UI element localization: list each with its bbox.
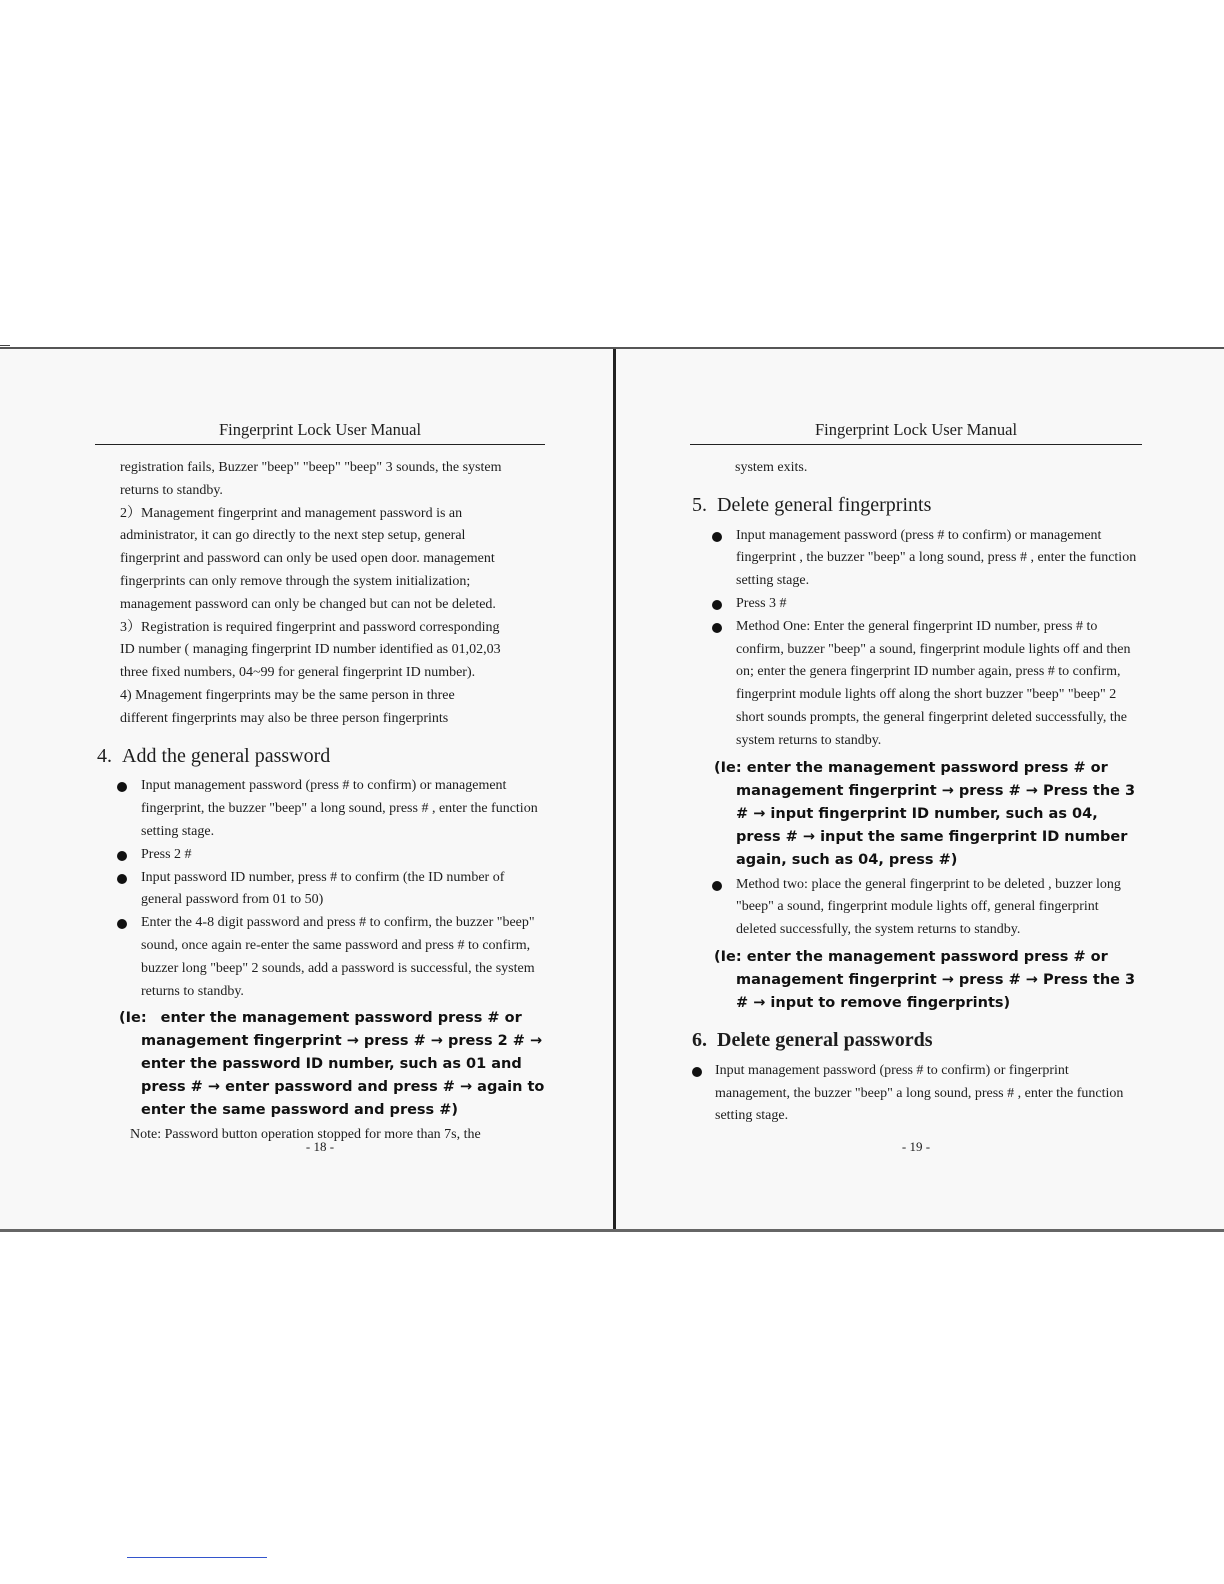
- text-line: management password can only be changed but can not be deleted.: [120, 596, 496, 612]
- bullet-item: [690, 593, 1142, 616]
- bullet-dot-icon: [117, 919, 127, 929]
- bullet-text: Method two: place the general fingerprint to be deleted , buzzer long "beep" a sound, fingerprint module lights off, general fingerprint deleted successfully, the system returns to standby.: [736, 876, 1121, 938]
- running-head: Fingerprint Lock User Manual: [814, 420, 1018, 439]
- bullet-dot-icon: [712, 532, 722, 542]
- text-line: registration fails, Buzzer "beep" "beep" "beep" 3 sounds, the system: [120, 460, 502, 475]
- bullet-item: [95, 775, 545, 843]
- text-line: ID number ( managing fingerprint ID number identified as 01,02,03: [120, 642, 501, 658]
- bullet-dot-icon: [117, 782, 127, 792]
- text-line: fingerprints can only remove through the system initialization;: [120, 573, 471, 589]
- bullet-text: Input password ID number, press # to confirm (the ID number of general password from 01 to 50): [141, 869, 505, 908]
- text-line: administrator, it can go directly to the next step setup, general: [120, 528, 466, 544]
- bullet-item: [95, 844, 545, 867]
- book-fold: [613, 349, 616, 1229]
- page-number: - 18 -: [305, 1139, 335, 1154]
- page-body: [690, 457, 1142, 1128]
- underline-mark: [127, 1557, 267, 1558]
- book-spread: [0, 347, 1224, 1232]
- text-line: system exits.: [735, 460, 808, 475]
- section-heading-6: [690, 1029, 1142, 1052]
- bullet-dot-icon: [712, 881, 722, 891]
- header-rule: [690, 444, 1142, 445]
- bullet-text: Input management password (press # to confirm) or management fingerprint, the buzzer "beep" a long sound, press # , enter the function setting stage.: [141, 778, 538, 839]
- text-line: 2）Management fingerprint and management password is an: [120, 505, 463, 521]
- page-edge-mark: [0, 345, 10, 346]
- bullet-text: Press 3 #: [736, 595, 787, 611]
- bullet-text: Input management password (press # to confirm) or fingerprint management, the buzzer "beep" a long sound, press # , enter the function setting stage.: [715, 1062, 1124, 1124]
- bullet-item: [690, 525, 1142, 593]
- page-body: [95, 457, 545, 1147]
- text-line: 3）Registration is required fingerprint and password corresponding: [120, 619, 500, 635]
- bullet-dot-icon: [692, 1067, 702, 1077]
- page-number: - 19 -: [901, 1139, 931, 1154]
- text-line: returns to standby.: [120, 482, 223, 498]
- section-number: 4.: [97, 744, 112, 767]
- section-number: 5.: [692, 493, 707, 516]
- text-line: 4) Mnagement fingerprints may be the same person in three: [120, 687, 455, 703]
- bullet-item: [690, 874, 1142, 942]
- section-title: Delete general fingerprints: [717, 493, 932, 516]
- bullet-item: [95, 867, 545, 913]
- bullet-item: [690, 1060, 1142, 1128]
- section-title: Delete general passwords: [717, 1028, 933, 1051]
- bullet-dot-icon: [712, 600, 722, 610]
- example-text: enter the management password press # or management fingerprint → press # → press 2 # → enter the password ID number, such as 01 and press # → enter password and press # → again to enter the same password and press #): [141, 1010, 545, 1119]
- example-block: (Ie: enter the management password press # or management fingerprint → press # → Press the 3 # → input to remove fingerprints): [714, 948, 1136, 1011]
- running-head: Fingerprint Lock User Manual: [218, 420, 422, 439]
- bullet-item: [690, 616, 1142, 753]
- text-line: three fixed numbers, 04~99 for general fingerprint ID number).: [120, 665, 476, 681]
- bullet-dot-icon: [117, 874, 127, 884]
- bullet-text: Enter the 4-8 digit password and press # to confirm, the buzzer "beep" sound, once again re-enter the same password and press # to confirm, buzzer long "beep" 2 sounds, add a password is successful, the system returns to standby.: [141, 915, 535, 999]
- bullet-item: [95, 912, 545, 1003]
- section-heading-4: [95, 745, 545, 768]
- bullet-text: Press 2 #: [141, 846, 192, 862]
- text-line: fingerprint and password can only be used open door. management: [120, 551, 495, 567]
- note-text: Note: Password button operation stopped for more than 7s, the: [130, 1127, 481, 1143]
- page-19: [690, 349, 1142, 1229]
- bullet-dot-icon: [712, 623, 722, 633]
- example-block: (Ie: enter the management password press # or management fingerprint → press # → Press the 3 # → input fingerprint ID number, such as 04, press # → input the same fingerprint ID number again, such as 04, press #): [714, 759, 1136, 868]
- example-block: [95, 1007, 545, 1122]
- text-line: different fingerprints may also be three person fingerprints: [120, 710, 449, 726]
- bullet-text: Method One: Enter the general fingerprint ID number, press # to confirm, buzzer "beep" a sound, fingerprint module lights off and then on; enter the genera fingerprint ID number again, press # to confirm, fingerprint module lights off along the short buzzer "beep" "beep" 2 short sounds prompts, the general fingerprint deleted successfully, the system returns to standby.: [736, 618, 1131, 748]
- page-18: [95, 349, 545, 1229]
- example-label: (Ie:: [119, 1010, 147, 1027]
- bullet-dot-icon: [117, 851, 127, 861]
- header-rule: [95, 444, 545, 445]
- bullet-text: Input management password (press # to confirm) or management fingerprint , the buzzer "beep" a long sound, press # , enter the function setting stage.: [736, 527, 1137, 589]
- section-heading-5: [690, 494, 1142, 517]
- section-title: Add the general password: [122, 744, 331, 767]
- section-number: 6.: [692, 1028, 707, 1051]
